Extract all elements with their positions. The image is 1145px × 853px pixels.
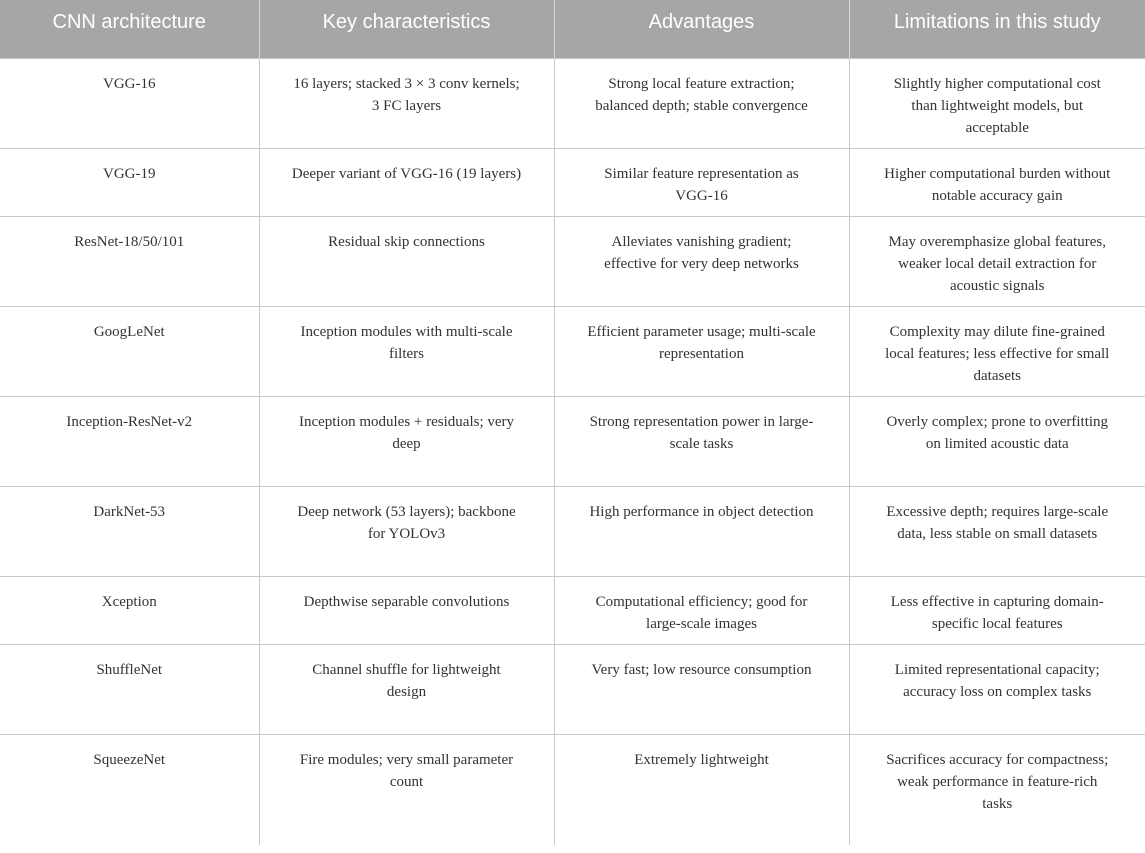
- cell-characteristics: 16 layers; stacked 3 × 3 conv kernels; 3 FC layers: [259, 58, 554, 148]
- cell-architecture: Inception-ResNet-v2: [0, 396, 259, 486]
- cell-limitations: Slightly higher computational cost than lightweight models, but acceptable: [849, 58, 1145, 148]
- cell-limitations: Overly complex; prone to overfitting on limited acoustic data: [849, 396, 1145, 486]
- cell-limitations: Higher computational burden without notable accuracy gain: [849, 148, 1145, 216]
- header-advantages: Advantages: [554, 0, 849, 58]
- cell-advantages: Efficient parameter usage; multi-scale representation: [554, 306, 849, 396]
- cell-architecture: DarkNet-53: [0, 486, 259, 576]
- cell-limitations: Less effective in capturing domain-specific local features: [849, 576, 1145, 644]
- cell-characteristics: Inception modules + residuals; very deep: [259, 396, 554, 486]
- cell-characteristics: Residual skip connections: [259, 216, 554, 306]
- header-characteristics: Key characteristics: [259, 0, 554, 58]
- cell-advantages: Strong representation power in large-scale tasks: [554, 396, 849, 486]
- cell-characteristics: Fire modules; very small parameter count: [259, 734, 554, 845]
- table-row: [0, 148, 1145, 216]
- cell-characteristics: Depthwise separable convolutions: [259, 576, 554, 644]
- table-row: [0, 306, 1145, 396]
- cell-limitations: Excessive depth; requires large-scale data, less stable on small datasets: [849, 486, 1145, 576]
- cell-advantages: Alleviates vanishing gradient; effective for very deep networks: [554, 216, 849, 306]
- cell-advantages: High performance in object detection: [554, 486, 849, 576]
- cell-characteristics: Channel shuffle for lightweight design: [259, 644, 554, 734]
- cell-advantages: Extremely lightweight: [554, 734, 849, 845]
- cell-architecture: VGG-16: [0, 58, 259, 148]
- table-row: [0, 396, 1145, 486]
- cell-architecture: ResNet-18/50/101: [0, 216, 259, 306]
- table-row: [0, 734, 1145, 845]
- cell-characteristics: Deep network (53 layers); backbone for YOLOv3: [259, 486, 554, 576]
- cell-advantages: Strong local feature extraction; balanced depth; stable convergence: [554, 58, 849, 148]
- table-row: [0, 58, 1145, 148]
- cell-advantages: Very fast; low resource consumption: [554, 644, 849, 734]
- cell-advantages: Similar feature representation as VGG-16: [554, 148, 849, 216]
- table-body: [0, 58, 1145, 845]
- header-limitations: Limitations in this study: [849, 0, 1145, 58]
- cell-limitations: Sacrifices accuracy for compactness; weak performance in feature-rich tasks: [849, 734, 1145, 845]
- table-row: [0, 216, 1145, 306]
- cell-limitations: Limited representational capacity; accuracy loss on complex tasks: [849, 644, 1145, 734]
- header-row: [0, 0, 1145, 58]
- cell-architecture: Xception: [0, 576, 259, 644]
- cell-architecture: VGG-19: [0, 148, 259, 216]
- cell-limitations: May overemphasize global features, weaker local detail extraction for acoustic signals: [849, 216, 1145, 306]
- cell-limitations: Complexity may dilute fine-grained local features; less effective for small datasets: [849, 306, 1145, 396]
- cell-advantages: Computational efficiency; good for large-scale images: [554, 576, 849, 644]
- table-row: [0, 576, 1145, 644]
- cell-architecture: GoogLeNet: [0, 306, 259, 396]
- table-row: [0, 644, 1145, 734]
- cell-characteristics: Deeper variant of VGG-16 (19 layers): [259, 148, 554, 216]
- header-architecture: CNN architecture: [0, 0, 259, 58]
- cell-architecture: SqueezeNet: [0, 734, 259, 845]
- table-header: [0, 0, 1145, 58]
- cell-architecture: ShuffleNet: [0, 644, 259, 734]
- cell-characteristics: Inception modules with multi-scale filters: [259, 306, 554, 396]
- table-row: [0, 486, 1145, 576]
